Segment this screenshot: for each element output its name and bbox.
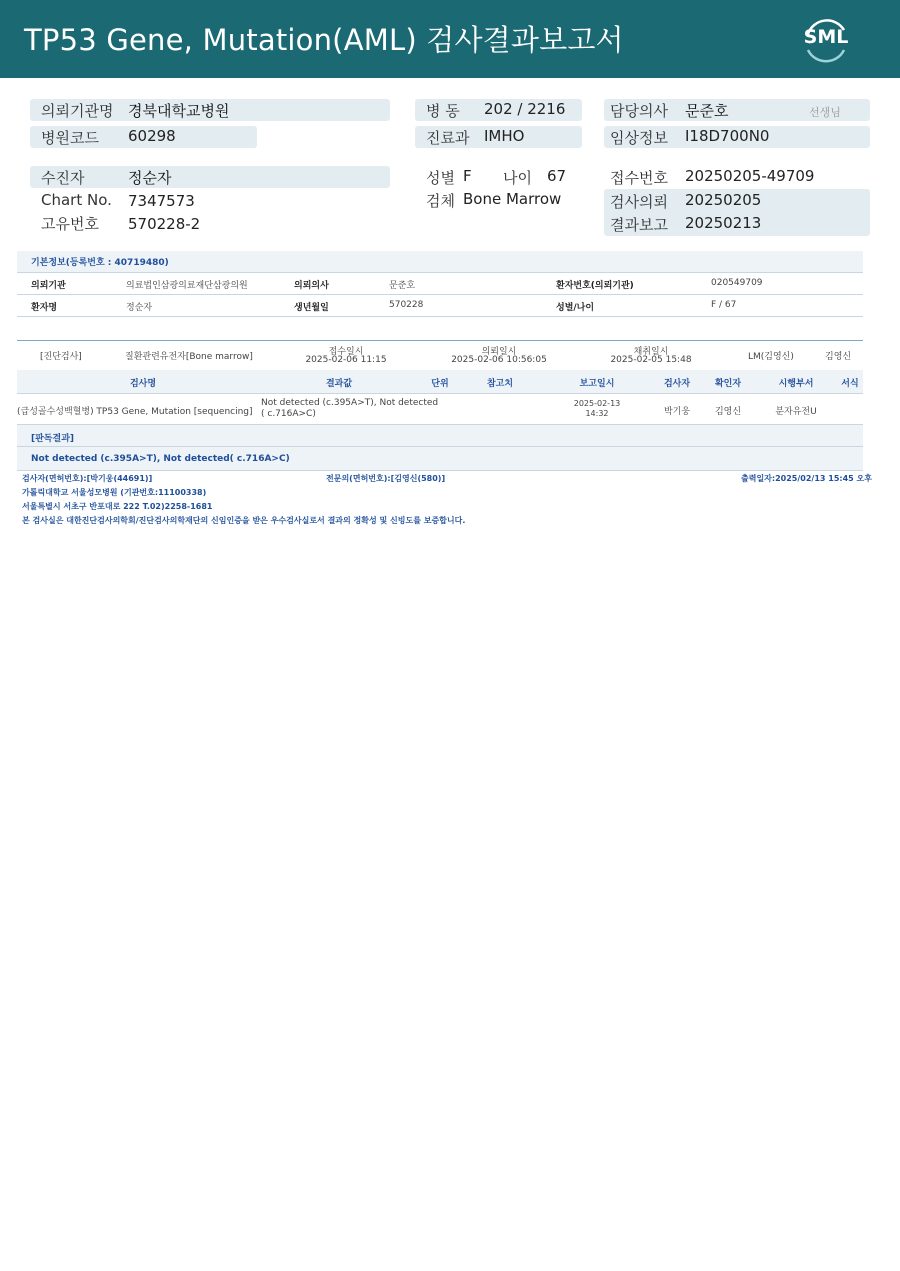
basic-info-title: 기본정보(등록번호 : 40719480) [31, 258, 169, 268]
footer-certification: 본 검사실은 대한진단검사의학회/진단검사의학재단의 신임인증을 받은 우수검사실로서 결과의 정확성 및 신빙도를 보증합니다. [22, 516, 466, 525]
col-confirmer: 확인자 [714, 379, 742, 389]
received-label: 접수일시 [328, 347, 364, 357]
dept-value: IMHO [484, 127, 525, 145]
col-form: 서식 [841, 379, 859, 389]
inst-label: 의뢰기관 [31, 281, 66, 291]
test-name: 질환관련유전자[Bone marrow] [125, 352, 253, 362]
dob-value: 570228 [389, 300, 424, 310]
dept-label: 진료과 [426, 129, 470, 147]
received-value: 2025-02-06 11:15 [305, 355, 387, 365]
receipt-value: 20250205-49709 [685, 167, 815, 185]
collected-value: 2025-02-05 15:48 [610, 355, 692, 365]
age-label: 나이 [503, 169, 532, 187]
patient-value: 정순자 [128, 169, 172, 187]
interpretation-title: [판독결과] [31, 434, 75, 444]
ward-value: 202 / 2216 [484, 100, 566, 118]
receipt-label: 접수번호 [610, 169, 668, 187]
col-result: 결과값 [325, 379, 353, 389]
req-doctor-label: 의뢰의사 [294, 281, 329, 291]
ward-label: 병 동 [426, 102, 460, 120]
divider [17, 340, 863, 341]
sml-logo [800, 14, 852, 66]
col-report-date: 보고일시 [579, 379, 615, 389]
sexage-label: 성별/나이 [556, 303, 595, 313]
doctor-suffix: 선생님 [809, 106, 841, 119]
chart-value: 7347573 [128, 192, 195, 210]
institution-label: 의뢰기관명 [41, 102, 114, 120]
report-value: 20250213 [685, 214, 762, 232]
divider [17, 272, 863, 273]
logo-text: SML [803, 26, 849, 48]
clinical-value: I18D700N0 [685, 127, 770, 145]
patient-no-label: 환자번호(의뢰기관) [556, 281, 634, 291]
result-value-line2: ( c.716A>C) [261, 409, 316, 419]
chart-label: Chart No. [41, 191, 112, 209]
divider [17, 316, 863, 317]
sexage-value: F / 67 [711, 300, 737, 310]
footer-hospital: 가톨릭대학교 서울성모병원 (기관번호:11100338) [22, 488, 207, 497]
name-value: 정순자 [126, 303, 153, 313]
dob-label: 생년월일 [294, 303, 329, 313]
sex-label: 성별 [426, 169, 455, 187]
footer-tester: 검사자(면허번호):[박기웅(44691)] [22, 474, 153, 483]
footer-specialist: 전문의(면허번호):[김영신(580)] [326, 474, 446, 483]
lm-name: 김영신 [825, 352, 852, 362]
result-confirmer: 김영신 [714, 407, 742, 417]
result-tester: 박기웅 [663, 407, 691, 417]
requested-label: 의뢰일시 [481, 347, 517, 357]
report-label: 결과보고 [610, 216, 668, 234]
divider [17, 393, 863, 394]
req-doctor-value: 문준호 [389, 281, 416, 291]
report-header [0, 0, 900, 78]
doctor-value: 문준호 [685, 102, 729, 120]
requested-value: 2025-02-06 10:56:05 [451, 355, 547, 365]
specimen-label: 검체 [426, 192, 455, 210]
clinical-label: 임상정보 [610, 129, 668, 147]
interpretation-text: Not detected (c.395A>T), Not detected( c.716A>C) [31, 454, 290, 464]
specimen-value: Bone Marrow [463, 190, 562, 208]
col-dept: 시행부서 [778, 379, 814, 389]
hospital-code-value: 60298 [128, 127, 176, 145]
unique-label: 고유번호 [41, 215, 99, 233]
sex-value: F [463, 167, 472, 185]
footer-address: 서울특별시 서초구 반포대로 222 T.02)2258-1681 [22, 502, 213, 511]
divider [17, 446, 863, 447]
collected-label: 채취일시 [633, 347, 669, 357]
col-unit: 단위 [431, 379, 449, 389]
inst-value: 의료법인삼광의료재단삼광의원 [126, 281, 248, 291]
divider [17, 294, 863, 295]
patient-no-value: 020549709 [711, 278, 763, 288]
request-label: 검사의뢰 [610, 193, 668, 211]
col-tester: 검사자 [663, 379, 691, 389]
result-test-name: (급성골수성백혈병) TP53 Gene, Mutation [sequencing] [17, 407, 253, 417]
doctor-label: 담당의사 [610, 102, 668, 120]
patient-label: 수진자 [41, 169, 85, 187]
unique-value: 570228-2 [128, 215, 201, 233]
col-test-name: 검사명 [129, 379, 157, 389]
result-value-line1: Not detected (c.395A>T), Not detected [261, 398, 439, 408]
institution-value: 경북대학교병원 [128, 102, 230, 120]
request-value: 20250205 [685, 191, 762, 209]
name-label: 환자명 [31, 303, 58, 313]
result-report-date: 2025-02-13 [573, 399, 621, 408]
test-category: [진단검사] [40, 352, 82, 362]
report-title: TP53 Gene, Mutation(AML) 검사결과보고서 [24, 23, 624, 57]
col-ref: 참고치 [486, 379, 514, 389]
footer-printed: 출력일자:2025/02/13 15:45 오후 [741, 474, 872, 483]
lm-value: LM(김영신) [748, 352, 794, 362]
result-dept: 분자유전U [775, 407, 817, 417]
hospital-code-label: 병원코드 [41, 129, 99, 147]
age-value: 67 [547, 167, 567, 185]
result-report-time: 14:32 [585, 409, 609, 418]
divider [17, 470, 863, 471]
